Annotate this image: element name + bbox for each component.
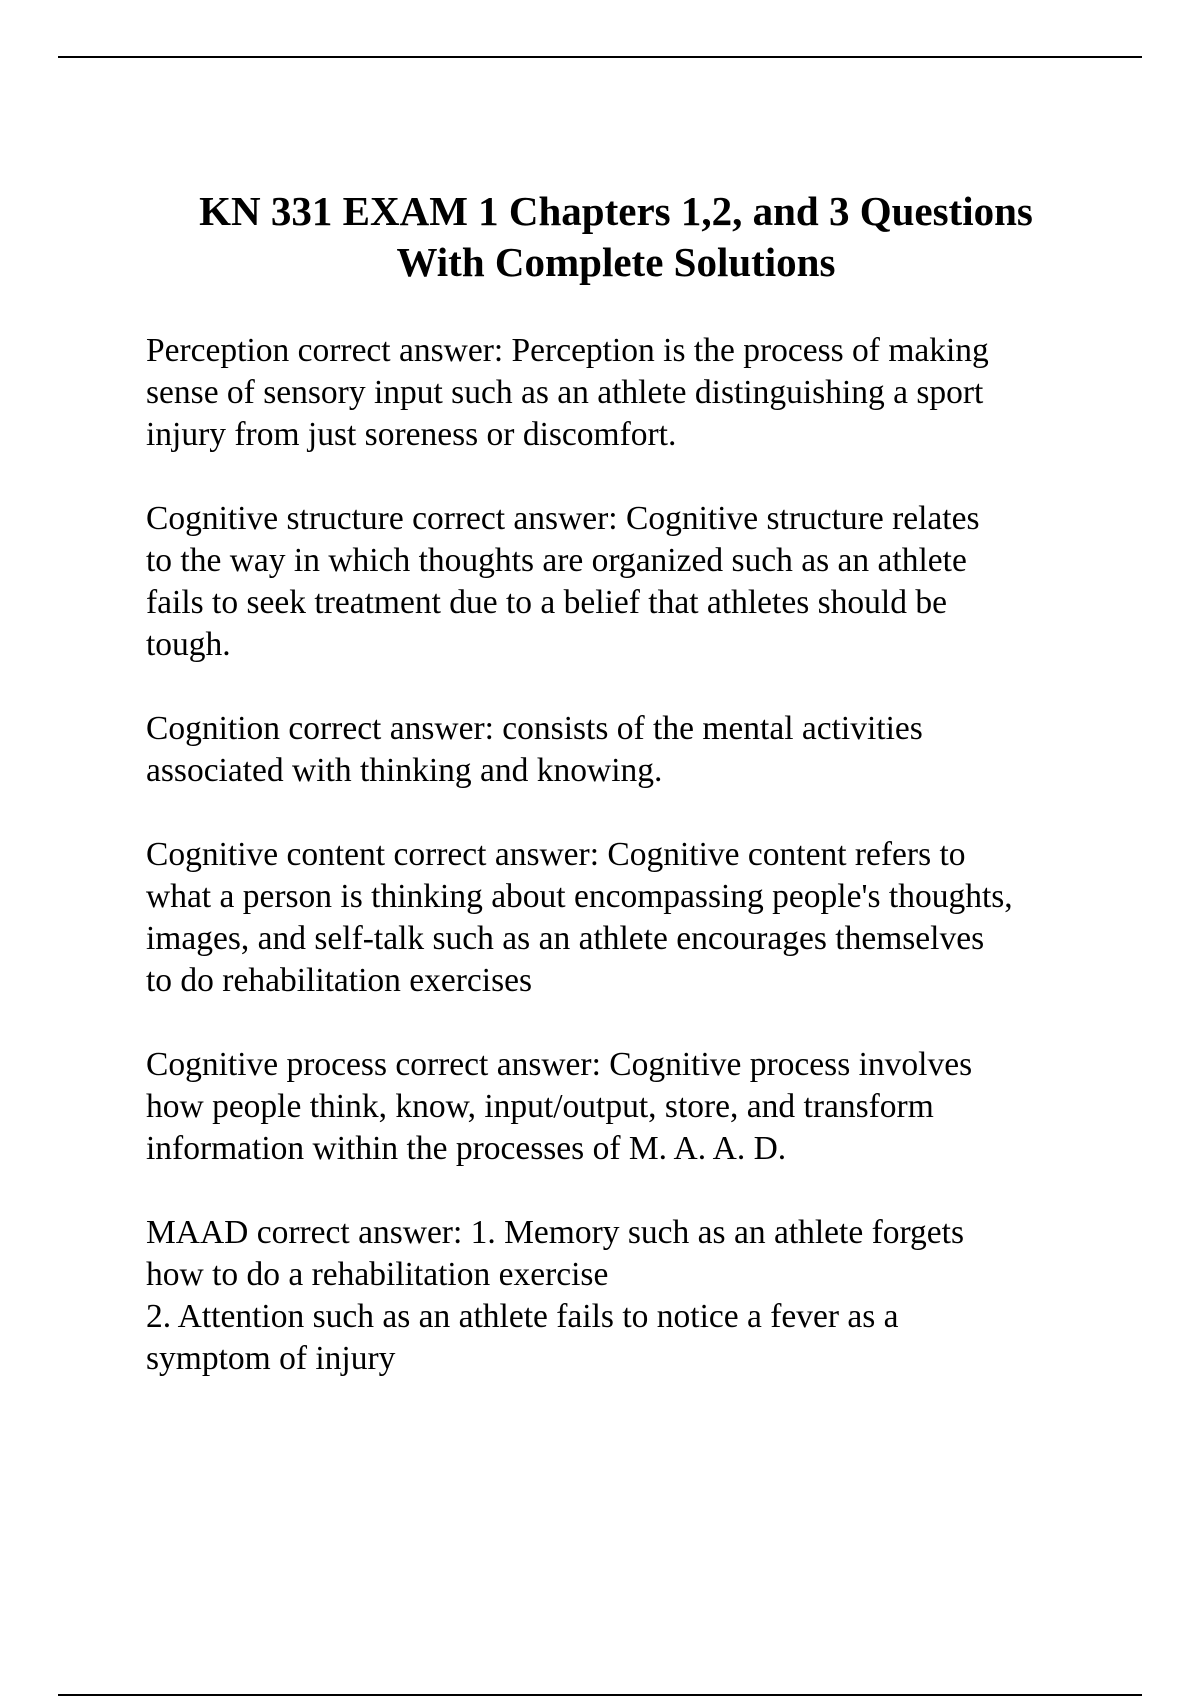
qa-entry-cognitive-content: [146, 834, 1086, 1002]
entry-line: images, and self-talk such as an athlete encourages themselves: [146, 920, 985, 957]
document-title: [146, 186, 1086, 288]
entry-line: information within the processes of M. A. A. D.: [146, 1130, 787, 1167]
entry-line: Cognitive structure correct answer: Cognitive structure relates: [146, 500, 980, 537]
entry-line: Cognitive content correct answer: Cognitive content refers to: [146, 836, 966, 873]
footer-rule: [58, 1694, 1142, 1696]
entry-line: fails to seek treatment due to a belief that athletes should be: [146, 584, 947, 621]
qa-entry-cognitive-structure: [146, 498, 1086, 666]
title-line-1: KN 331 EXAM 1 Chapters 1,2, and 3 Questions: [199, 188, 1033, 234]
entry-line: Perception correct answer: Perception is the process of making: [146, 332, 989, 369]
entry-line: sense of sensory input such as an athlete distinguishing a sport: [146, 374, 984, 411]
entry-line: to do rehabilitation exercises: [146, 962, 533, 999]
entry-line: symptom of injury: [146, 1340, 396, 1377]
qa-entry-maad: [146, 1212, 1086, 1380]
entry-line: 2. Attention such as an athlete fails to notice a fever as a: [146, 1298, 899, 1335]
qa-entry-cognitive-process: [146, 1044, 1086, 1170]
entry-line: what a person is thinking about encompassing people's thoughts,: [146, 878, 1013, 915]
entry-line: to the way in which thoughts are organized such as an athlete: [146, 542, 967, 579]
entry-line: tough.: [146, 626, 231, 663]
header-rule: [58, 56, 1142, 58]
qa-entry-perception: [146, 330, 1086, 456]
entry-line: how to do a rehabilitation exercise: [146, 1256, 609, 1293]
entry-line: how people think, know, input/output, store, and transform: [146, 1088, 934, 1125]
qa-list: [146, 330, 1086, 1380]
entry-line: associated with thinking and knowing.: [146, 752, 663, 789]
entry-line: MAAD correct answer: 1. Memory such as an athlete forgets: [146, 1214, 965, 1251]
entry-line: injury from just soreness or discomfort.: [146, 416, 677, 453]
qa-entry-cognition: [146, 708, 1086, 792]
entry-line: Cognitive process correct answer: Cognitive process involves: [146, 1046, 973, 1083]
document-page: [146, 186, 1086, 1422]
entry-line: Cognition correct answer: consists of the mental activities: [146, 710, 923, 747]
title-line-2: With Complete Solutions: [396, 239, 836, 285]
